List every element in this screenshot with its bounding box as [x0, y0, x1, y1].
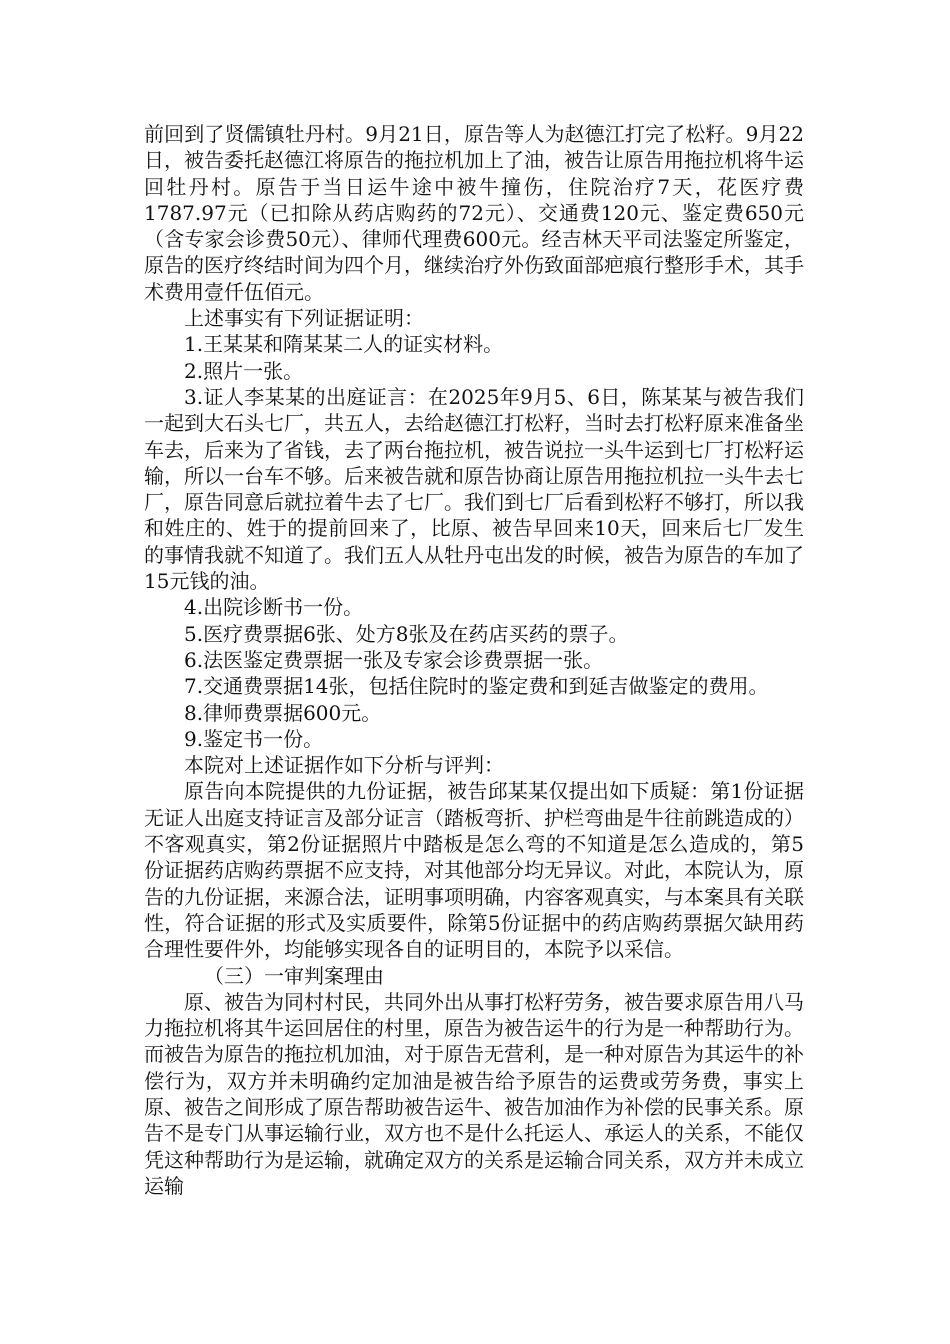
paragraph-evidence-item-2: 2.照片一张。	[184, 358, 304, 383]
paragraph-evidence-item-8: 8.律师费票据600元。	[184, 700, 382, 725]
paragraph-evidence-item-5: 5.医疗费票据6张、处方8张及在药店买药的票子。	[184, 621, 629, 646]
section-heading-reasoning: （三）一审判案理由	[204, 963, 384, 988]
paragraph-evidence-item-4: 4.出院诊断书一份。	[184, 595, 364, 620]
paragraph-evidence-intro: 上述事实有下列证据证明：	[184, 306, 424, 331]
paragraph-evidence-item-1: 1.王某某和隋某某二人的证实材料。	[184, 332, 504, 357]
paragraph-facts-continued: 前回到了贤儒镇牡丹村。9月21日，原告等人为赵德江打完了松籽。9月22日，被告委托赵德江将原告的拖拉机加上了油，被告让原告用拖拉机将牛运回牡丹村。原告于当日运牛途中被牛撞伤，住院治疗7天，花医疗费1787.97元（已扣除从药店购药的72元）、交通费120元、鉴定费650元（含专家会诊费50元）、律师代理费600元。经吉林天平司法鉴定所鉴定，原告的医疗终结时间为四个月，继续治疗外伤致面部疤痕行整形手术，其手术费用壹仟伍佰元。	[144, 122, 804, 304]
document-body	[144, 121, 804, 1199]
paragraph-evidence-analysis-intro: 本院对上述证据作如下分析与评判：	[184, 753, 504, 778]
paragraph-evidence-item-9: 9.鉴定书一份。	[184, 726, 324, 751]
paragraph-evidence-item-6: 6.法医鉴定费票据一张及专家会诊费票据一张。	[184, 647, 604, 672]
paragraph-reasoning: 原、被告为同村村民，共同外出从事打松籽劳务，被告要求原告用八马力拖拉机将其牛运回居住的村里，原告为被告运牛的行为是一种帮助行为。而被告为原告的拖拉机加油，对于原告无营利，是一种对原告为其运牛的补偿行为，双方并未明确约定加油是被告给予原告的运费或劳务费，事实上原、被告之间形成了原告帮助被告运牛、被告加油作为补偿的民事关系。原告不是专门从事运输行业，双方也不是什么托运人、承运人的关系，不能仅凭这种帮助行为是运输，就确定双方的关系是运输合同关系，双方并未成立运输	[144, 989, 804, 1198]
paragraph-evidence-item-7: 7.交通费票据14张，包括住院时的鉴定费和到延吉做鉴定的费用。	[184, 674, 769, 699]
paragraph-evidence-item-3: 3.证人李某某的出庭证言：在2025年9月5、6日，陈某某与被告我们一起到大石头七厂，共五人，去给赵德江打松籽，当时去打松籽原来准备坐车去，后来为了省钱，去了两台拖拉机，被告说拉一头牛运到七厂打松籽运输，所以一台车不够。后来被告就和原告协商让原告用拖拉机拉一头牛去七厂，原告同意后就拉着牛去了七厂。我们到七厂后看到松籽不够打，所以我和姓庄的、姓于的提前回来了，比原、被告早回来10天，回来后七厂发生的事情我就不知道了。我们五人从牡丹屯出发的时候，被告为原告的车加了15元钱的油。	[144, 384, 804, 594]
paragraph-evidence-analysis: 原告向本院提供的九份证据，被告邱某某仅提出如下质疑：第1份证据无证人出庭支持证言及部分证言（踏板弯折、护栏弯曲是牛往前跳造成的）不客观真实，第2份证据照片中踏板是怎么弯的不知道是怎么造成的，第5份证据药店购药票据不应支持，对其他部分均无异议。对此，本院认为，原告的九份证据，来源合法，证明事项明确，内容客观真实，与本案具有关联性，符合证据的形式及实质要件，除第5份证据中的药店购药票据欠缺用药合理性要件外，均能够实现各自的证明目的，本院予以采信。	[144, 779, 804, 962]
